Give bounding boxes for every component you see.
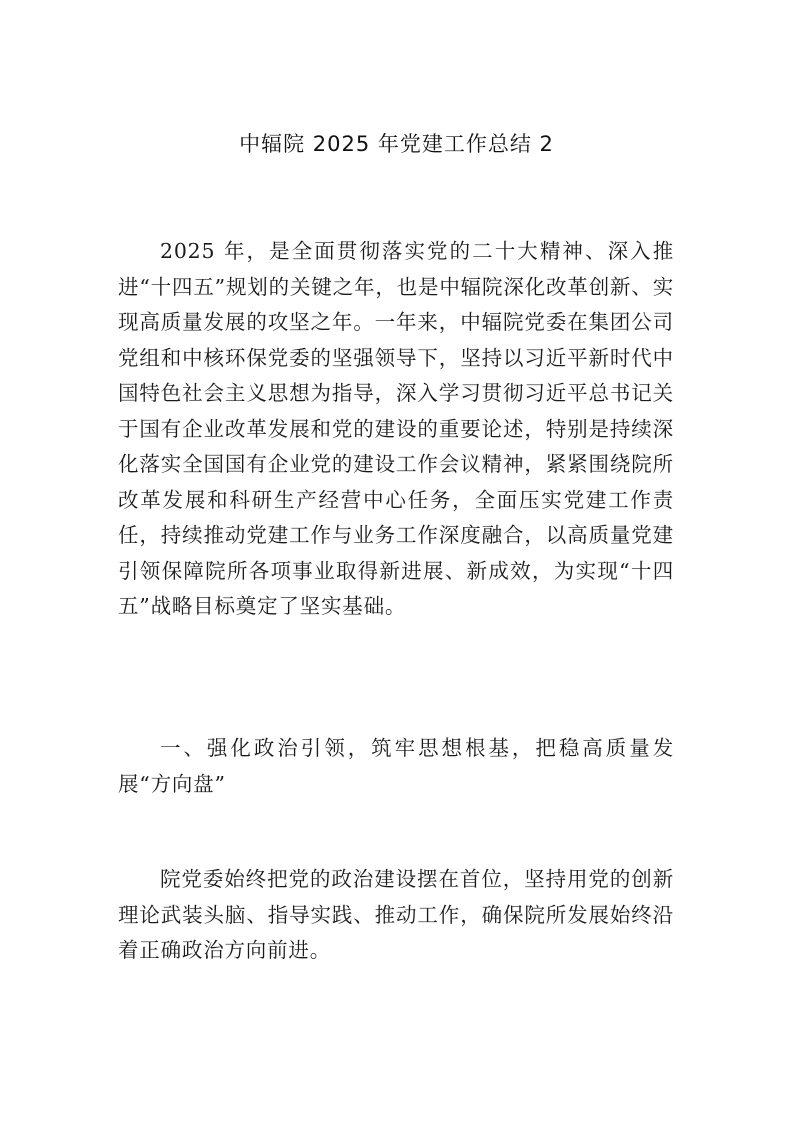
section-heading-1: 一、强化政治引领，筑牢思想根基，把稳高质量发展“方向盘” <box>118 736 674 796</box>
document-title: 中辐院 2025 年党建工作总结 2 <box>239 132 554 156</box>
intro-paragraph: 2025 年，是全面贯彻落实党的二十大精神、深入推进“十四五”规划的关键之年，也是中辐院深化改革创新、实现高质量发展的攻坚之年。一年来，中辐院党委在集团公司党组和中核环保党委的坚强领导下，坚持以习近平新时代中国特色社会主义思想为指导，深入学习贯彻习近平总书记关于国有企业改革发展和党的建设的重要论述，特别是持续深化落实全国国有企业党的建设工作会议精神，紧紧围绕院所改革发展和科研生产经营中心任务，全面压实党建工作责任，持续推动党建工作与业务工作深度融合，以高质量党建引领保障院所各项事业取得新进展、新成效，为实现“十四五”战略目标奠定了坚实基础。 <box>118 239 674 618</box>
section-1-paragraph: 院党委始终把党的政治建设摆在首位，坚持用党的创新理论武装头脑、指导实践、推动工作，确保院所发展始终沿着正确政治方向前进。 <box>118 867 674 962</box>
